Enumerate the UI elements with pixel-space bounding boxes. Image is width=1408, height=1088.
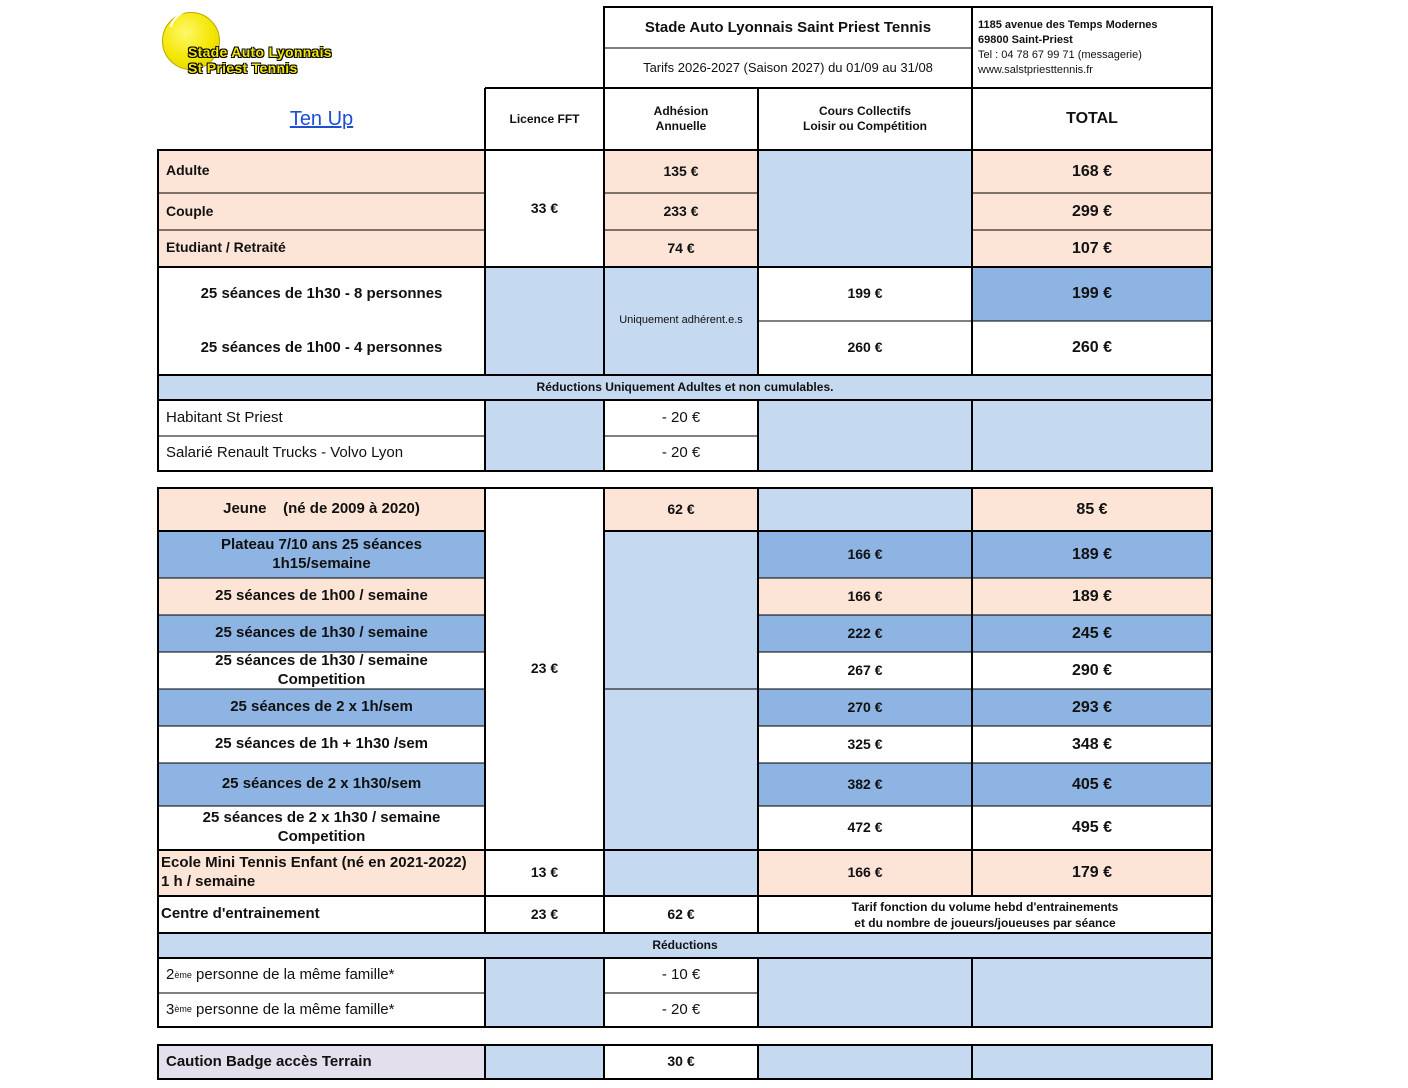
- reduction-value-2eme: - 10 €: [661, 966, 701, 984]
- youth-reductions-title: Réductions: [158, 933, 1212, 958]
- session-licence-empty: [485, 267, 604, 375]
- address-street: 1185 avenue des Temps Modernes: [978, 19, 1158, 31]
- family-licence-empty: [485, 958, 604, 1027]
- youth-licence: 23 €: [530, 660, 559, 677]
- youth-label-1h30: 25 séances de 1h30 / semaine: [158, 615, 485, 652]
- session-label-1h30: 25 séances de 1h30 - 8 personnes: [200, 284, 443, 302]
- reduction-value-3eme: - 20 €: [661, 1000, 701, 1018]
- youth-label-2x1h: 25 séances de 2 x 1h/sem: [158, 689, 485, 726]
- badge-value: 30 €: [667, 1053, 695, 1070]
- centre-label: Centre d'entrainement: [161, 905, 320, 923]
- session-label-1h00: 25 séances de 1h00 - 4 personnes: [200, 338, 443, 356]
- adult-cours-empty: [758, 150, 972, 267]
- youth-cours-2x1h: 270 €: [758, 689, 972, 726]
- row-label-couple: Couple: [158, 193, 485, 230]
- reduction-total-empty: [972, 400, 1212, 471]
- reduction-licence-empty: [485, 400, 604, 471]
- reduction-label-3eme: 3 ème personne de la même famille*: [166, 1000, 395, 1018]
- youth-total-1h30: 245 €: [972, 615, 1212, 652]
- total-etudiant: 107 €: [972, 230, 1212, 267]
- youth-cours-2x1h30: 382 €: [758, 763, 972, 806]
- youth-label-2x1h30-compet: 25 séances de 2 x 1h30 / semaine Competition: [202, 809, 441, 845]
- club-name: Stade Auto Lyonnais Saint Priest Tennis: [644, 18, 932, 36]
- youth-total-plateau: 189 €: [972, 531, 1212, 578]
- mini-tennis-licence: 13 €: [530, 864, 559, 881]
- reduction-label-2eme: 2 ème personne de la même famille*: [166, 966, 395, 984]
- reduction-value-st-priest: - 20 €: [661, 408, 701, 426]
- youth-label-2x1h30: 25 séances de 2 x 1h30/sem: [158, 763, 485, 806]
- youth-total-2x1h30-compet: 495 €: [1071, 819, 1113, 836]
- logo-line-2: St Priest Tennis: [188, 60, 298, 76]
- header-total: TOTAL: [1066, 110, 1118, 127]
- adhesion-couple: 233 €: [604, 193, 758, 230]
- mini-tennis-label: Ecole Mini Tennis Enfant (né en 2021-2022) 1 h / semaine: [158, 850, 485, 896]
- badge-licence-empty: [485, 1045, 604, 1079]
- youth-cours-1h-1h30: 325 €: [847, 735, 883, 752]
- adult-reductions-title: Réductions Uniquement Adultes et non cumulables.: [158, 375, 1212, 400]
- youth-total-1h00: 189 €: [972, 578, 1212, 615]
- adhesion-jeune: 62 €: [604, 488, 758, 531]
- header-licence: Licence FFT: [509, 111, 580, 126]
- youth-cours-1h00: 166 €: [758, 578, 972, 615]
- youth-total-2x1h: 293 €: [972, 689, 1212, 726]
- youth-total-2x1h30: 405 €: [972, 763, 1212, 806]
- youth-cours-plateau: 166 €: [758, 531, 972, 578]
- session-cours-1h00: 260 €: [847, 339, 883, 356]
- total-jeune: 85 €: [972, 488, 1212, 531]
- badge-total-empty: [972, 1045, 1212, 1079]
- session-total-1h00: 260 €: [1071, 339, 1113, 356]
- reduction-label-st-priest: Habitant St Priest: [166, 408, 283, 426]
- tarifs-period: Tarifs 2026-2027 (Saison 2027) du 01/09 au 31/08: [643, 59, 933, 75]
- reduction-value-renault: - 20 €: [661, 444, 701, 462]
- row-label-adulte: Adulte: [158, 150, 485, 193]
- session-cours-1h30: 199 €: [847, 285, 883, 302]
- youth-total-1h-1h30: 348 €: [1071, 735, 1113, 753]
- mini-tennis-cours: 166 €: [758, 850, 972, 896]
- family-cours-empty: [758, 958, 972, 1027]
- row-label-jeune: Jeune (né de 2009 à 2020): [158, 488, 485, 531]
- centre-licence: 23 €: [530, 905, 559, 922]
- youth-cours-2x1h30-compet: 472 €: [847, 819, 883, 836]
- total-couple: 299 €: [972, 193, 1212, 230]
- club-address: [978, 18, 1158, 78]
- centre-note: Tarif fonction du volume hebd d'entrainements et du nombre de joueurs/joueuses par séance: [851, 899, 1119, 930]
- mini-tennis-total: 179 €: [972, 850, 1212, 896]
- reduction-cours-empty: [758, 400, 972, 471]
- header-cours: Cours Collectifs Loisir ou Compétition: [803, 104, 927, 133]
- adult-licence: 33 €: [530, 199, 559, 216]
- badge-label: Caution Badge accès Terrain: [158, 1045, 485, 1079]
- youth-cours-1h30-compet: 267 €: [847, 661, 883, 678]
- jeune-cours-empty: [758, 488, 972, 531]
- only-members-note: Uniquement adhérent.e.s: [604, 267, 758, 375]
- club-logo: [162, 12, 377, 80]
- youth-adhesion-empty-2: [604, 689, 758, 850]
- youth-label-plateau: Plateau 7/10 ans 25 séances 1h15/semaine: [158, 531, 485, 578]
- ten-up-link[interactable]: Ten Up: [289, 107, 354, 130]
- phone-number: Tel : 04 78 67 99 71 (messagerie): [978, 49, 1142, 61]
- website: www.salstpriesttennis.fr: [978, 64, 1093, 76]
- adhesion-adulte: 135 €: [604, 150, 758, 193]
- family-total-empty: [972, 958, 1212, 1027]
- youth-total-1h30-compet: 290 €: [1071, 661, 1113, 679]
- reduction-label-renault: Salarié Renault Trucks - Volvo Lyon: [166, 444, 404, 462]
- centre-adhesion: 62 €: [667, 905, 695, 922]
- address-city: 69800 Saint-Priest: [978, 34, 1073, 46]
- mini-tennis-adhesion-empty: [604, 850, 758, 896]
- badge-cours-empty: [758, 1045, 972, 1079]
- youth-label-1h-1h30: 25 séances de 1h + 1h30 /sem: [214, 735, 429, 753]
- session-total-1h30: 199 €: [972, 267, 1212, 321]
- logo-line-1: Stade Auto Lyonnais: [188, 44, 332, 60]
- youth-label-1h00: 25 séances de 1h00 / semaine: [158, 578, 485, 615]
- youth-label-1h30-compet: 25 séances de 1h30 / semaine Competition: [215, 651, 428, 688]
- youth-adhesion-empty-1: [604, 531, 758, 689]
- row-label-etudiant: Etudiant / Retraité: [158, 230, 485, 267]
- header-adhesion: Adhésion Annuelle: [653, 104, 709, 133]
- total-adulte: 168 €: [972, 150, 1212, 193]
- adhesion-etudiant: 74 €: [604, 230, 758, 267]
- youth-cours-1h30: 222 €: [758, 615, 972, 652]
